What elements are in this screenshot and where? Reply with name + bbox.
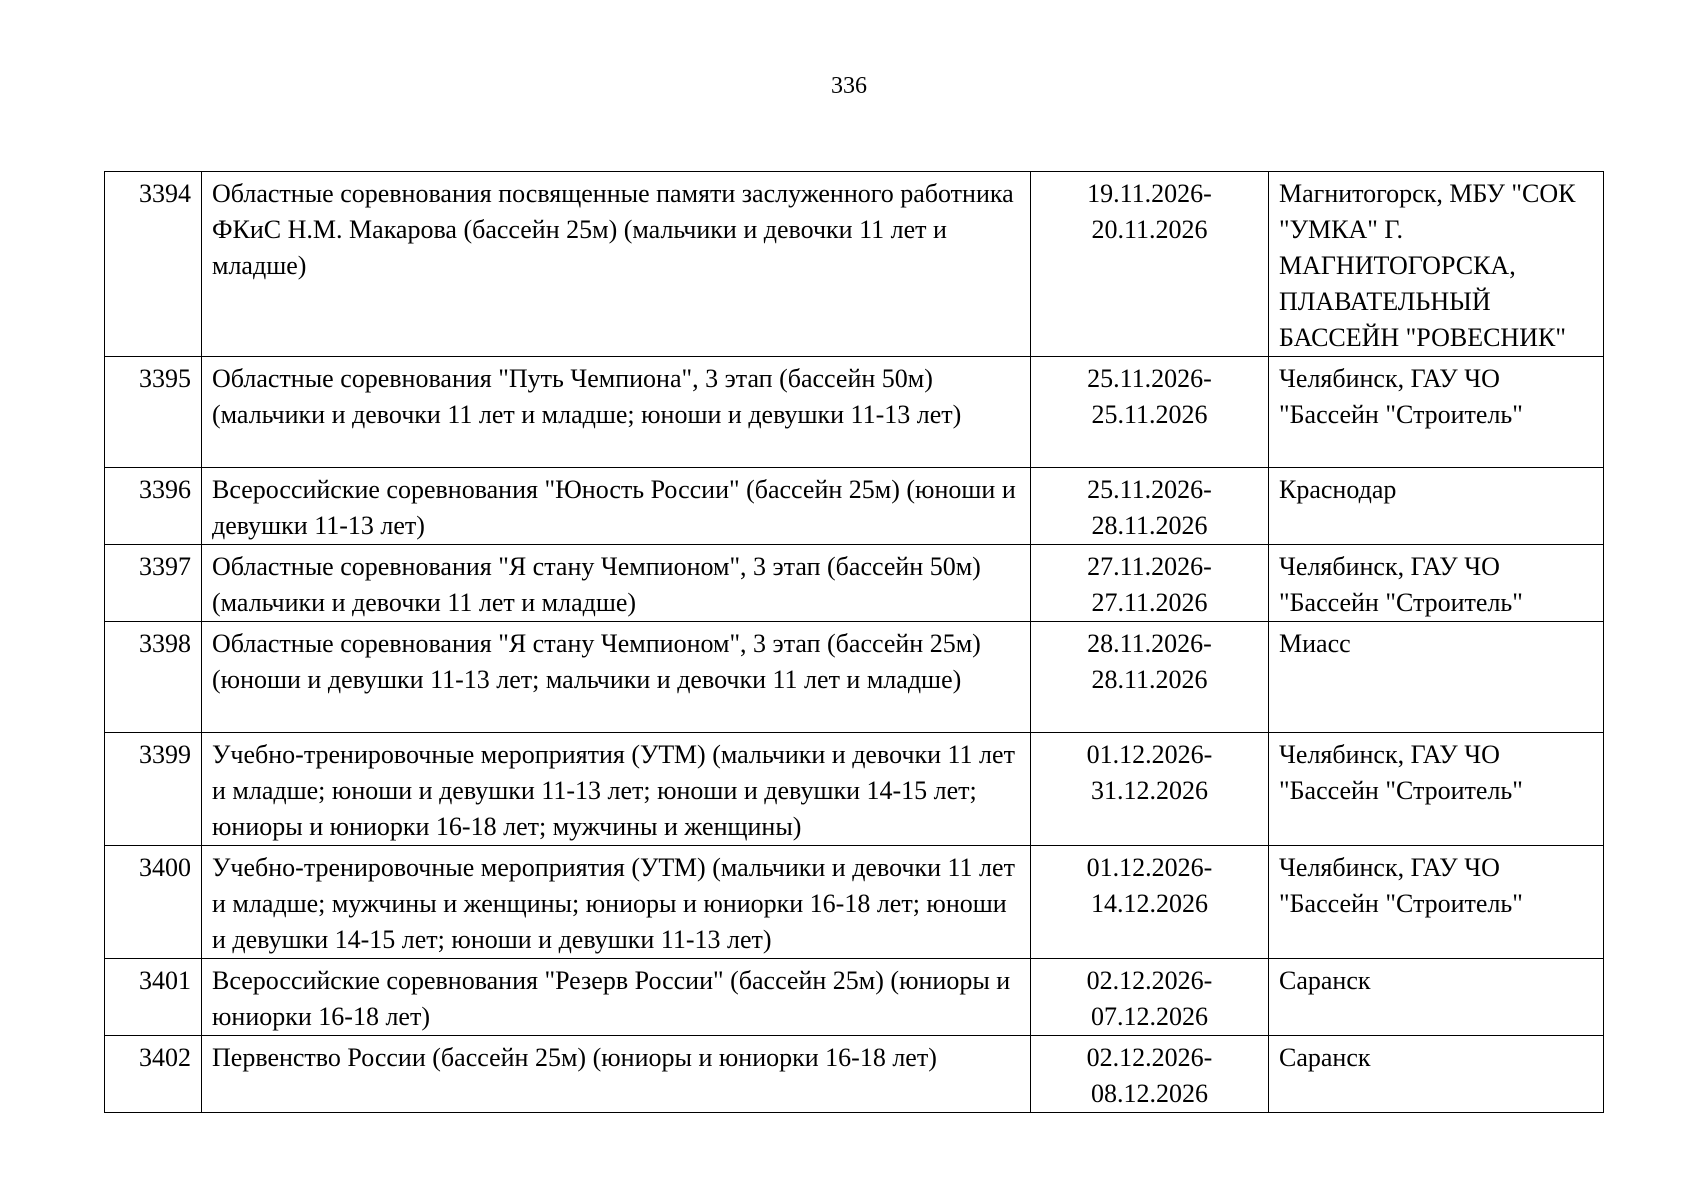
event-number: 3400 xyxy=(105,846,202,959)
event-dates xyxy=(1031,545,1269,622)
event-place: Миасс xyxy=(1269,622,1604,733)
event-name: Первенство России (бассейн 25м) (юниоры и юниорки 16-18 лет) xyxy=(202,1036,1031,1113)
event-date-start: 02.12.2026- xyxy=(1086,1043,1213,1072)
event-date-end: 25.11.2026 xyxy=(1091,400,1208,429)
event-place: Саранск xyxy=(1269,959,1604,1036)
event-date-end: 28.11.2026 xyxy=(1091,511,1208,540)
event-place: Челябинск, ГАУ ЧО "Бассейн "Строитель" xyxy=(1269,846,1604,959)
event-place: Магнитогорск, МБУ "СОК "УМКА" Г. МАГНИТОГОРСКА, ПЛАВАТЕЛЬНЫЙ БАССЕЙН "РОВЕСНИК" xyxy=(1269,172,1604,357)
table-row xyxy=(105,733,1604,846)
event-name: Всероссийские соревнования "Юность России" (бассейн 25м) (юноши и девушки 11-13 лет) xyxy=(202,468,1031,545)
event-dates xyxy=(1031,357,1269,468)
event-date-start: 01.12.2026- xyxy=(1086,740,1213,769)
event-dates xyxy=(1031,468,1269,545)
event-name: Областные соревнования "Путь Чемпиона", 3 этап (бассейн 50м) (мальчики и девочки 11 лет и младше; юноши и девушки 11-13 лет) xyxy=(202,357,1031,468)
event-date-start: 28.11.2026- xyxy=(1087,629,1212,658)
table-row xyxy=(105,959,1604,1036)
event-number: 3394 xyxy=(105,172,202,357)
event-date-end: 28.11.2026 xyxy=(1091,665,1208,694)
event-name: Учебно-тренировочные мероприятия (УТМ) (мальчики и девочки 11 лет и младше; юноши и девушки 11-13 лет; юноши и девушки 14-15 лет; юниоры и юниорки 16-18 лет; мужчины и женщины) xyxy=(202,733,1031,846)
event-date-start: 02.12.2026- xyxy=(1086,966,1213,995)
event-place: Челябинск, ГАУ ЧО "Бассейн "Строитель" xyxy=(1269,357,1604,468)
event-date-start: 25.11.2026- xyxy=(1087,475,1212,504)
event-name: Областные соревнования посвященные памяти заслуженного работника ФКиС Н.М. Макарова (бассейн 25м) (мальчики и девочки 11 лет и младше) xyxy=(202,172,1031,357)
event-number: 3399 xyxy=(105,733,202,846)
event-date-end: 07.12.2026 xyxy=(1091,1002,1208,1031)
event-number: 3395 xyxy=(105,357,202,468)
event-place: Челябинск, ГАУ ЧО "Бассейн "Строитель" xyxy=(1269,733,1604,846)
event-date-end: 08.12.2026 xyxy=(1091,1079,1208,1108)
event-date-end: 31.12.2026 xyxy=(1091,776,1208,805)
event-name: Всероссийские соревнования "Резерв России" (бассейн 25м) (юниоры и юниорки 16-18 лет) xyxy=(202,959,1031,1036)
event-number: 3401 xyxy=(105,959,202,1036)
event-date-end: 20.11.2026 xyxy=(1091,215,1208,244)
table-row xyxy=(105,1036,1604,1113)
table-row xyxy=(105,622,1604,733)
table-row xyxy=(105,846,1604,959)
event-dates xyxy=(1031,846,1269,959)
event-date-end: 27.11.2026 xyxy=(1091,588,1208,617)
event-date-start: 25.11.2026- xyxy=(1087,364,1212,393)
event-dates xyxy=(1031,172,1269,357)
event-name: Областные соревнования "Я стану Чемпионом", 3 этап (бассейн 25м) (юноши и девушки 11-13 лет; мальчики и девочки 11 лет и младше) xyxy=(202,622,1031,733)
table-row xyxy=(105,357,1604,468)
event-date-start: 27.11.2026- xyxy=(1087,552,1212,581)
event-number: 3397 xyxy=(105,545,202,622)
event-dates xyxy=(1031,733,1269,846)
event-number: 3402 xyxy=(105,1036,202,1113)
event-dates xyxy=(1031,1036,1269,1113)
event-number: 3398 xyxy=(105,622,202,733)
event-date-start: 01.12.2026- xyxy=(1086,853,1213,882)
events-table xyxy=(104,171,1604,1113)
event-date-end: 14.12.2026 xyxy=(1091,889,1208,918)
event-place: Челябинск, ГАУ ЧО "Бассейн "Строитель" xyxy=(1269,545,1604,622)
event-dates xyxy=(1031,622,1269,733)
event-name: Областные соревнования "Я стану Чемпионом", 3 этап (бассейн 50м) (мальчики и девочки 11 лет и младше) xyxy=(202,545,1031,622)
event-place: Краснодар xyxy=(1269,468,1604,545)
table-row xyxy=(105,545,1604,622)
table-row xyxy=(105,468,1604,545)
event-dates xyxy=(1031,959,1269,1036)
event-number: 3396 xyxy=(105,468,202,545)
event-name: Учебно-тренировочные мероприятия (УТМ) (мальчики и девочки 11 лет и младше; мужчины и женщины; юниоры и юниорки 16-18 лет; юноши и девушки 14-15 лет; юноши и девушки 11-13 лет) xyxy=(202,846,1031,959)
table-row xyxy=(105,172,1604,357)
page-number: 336 xyxy=(831,73,867,99)
event-date-start: 19.11.2026- xyxy=(1087,179,1212,208)
event-place: Саранск xyxy=(1269,1036,1604,1113)
